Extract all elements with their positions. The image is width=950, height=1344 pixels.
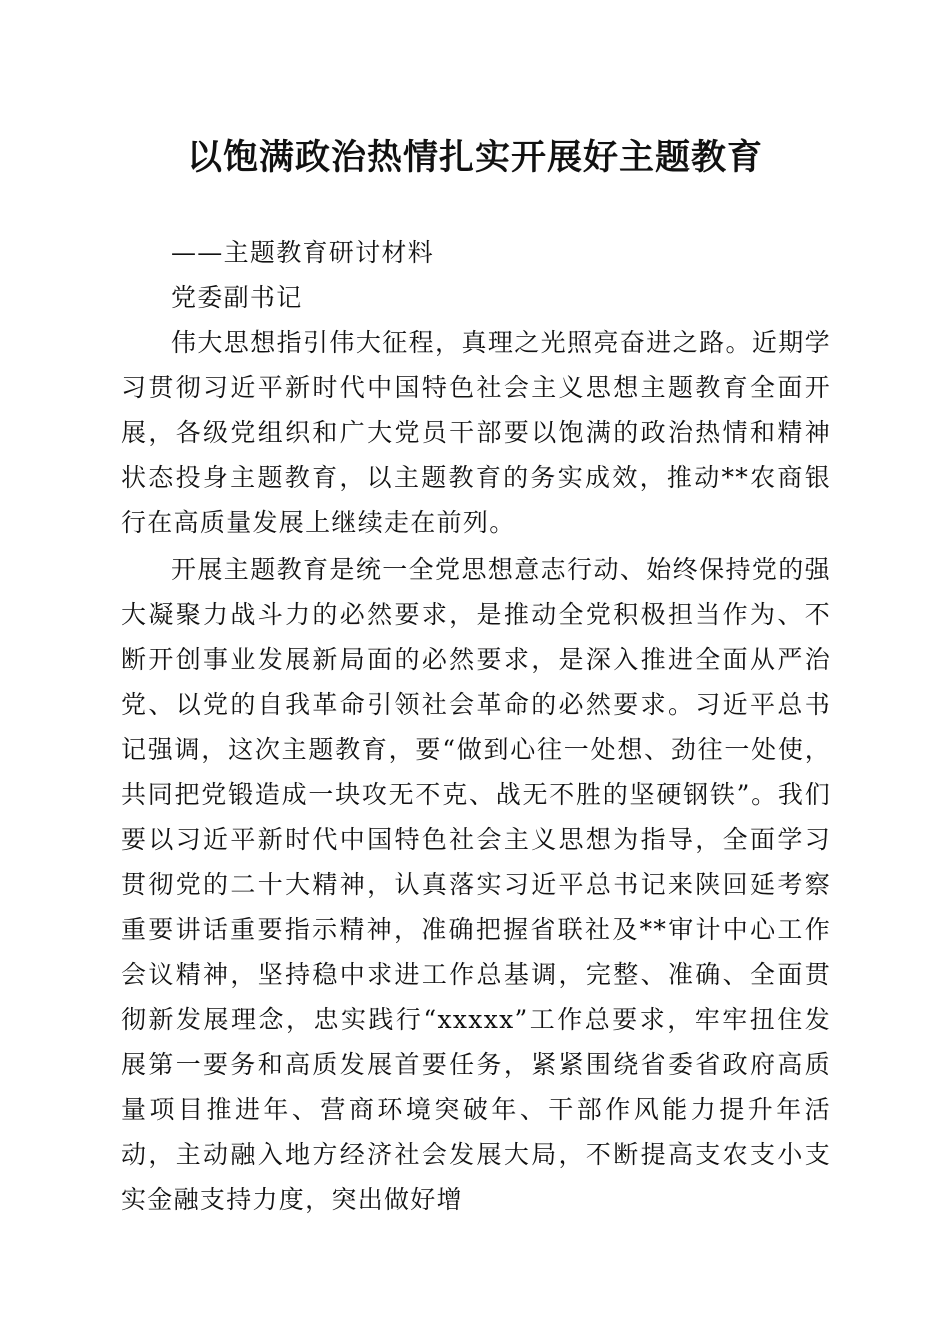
body-paragraph-2: 开展主题教育是统一全党思想意志行动、始终保持党的强大凝聚力战斗力的必然要求，是推动全党积极担当作为、不断开创事业发展新局面的必然要求，是深入推进全面从严治党、以党的自我革命引领社会革命的必然要求。习近平总书记强调，这次主题教育，要“做到心往一处想、劲往一处使，共同把党锻造成一块攻无不克、战无不胜的坚硬钢铁”。我们要以习近平新时代中国特色社会主义思想为指导，全面学习贯彻党的二十大精神，认真落实习近平总书记来陕回延考察重要讲话重要指示精神，准确把握省联社及**审计中心工作会议精神，坚持稳中求进工作总基调，完整、准确、全面贯彻新发展理念，忠实践行“xxxxx”工作总要求，牢牢扭住发展第一要务和高质发展首要任务，紧紧围绕省委省政府高质量项目推进年、营商环境突破年、干部作风能力提升年活动，主动融入地方经济社会发展大局，不断提高支农支小支实金融支持力度，突出做好增 bbox=[121, 555, 831, 1214]
document-author: 党委副书记 bbox=[171, 283, 303, 312]
document-subtitle: ——主题教育研讨材料 bbox=[171, 238, 435, 267]
document-body bbox=[121, 230, 831, 1222]
body-paragraph-1: 伟大思想指引伟大征程，真理之光照亮奋进之路。近期学习贯彻习近平新时代中国特色社会主义思想主题教育全面开展，各级党组织和广大党员干部要以饱满的政治热情和精神状态投身主题教育，以主题教育的务实成效，推动**农商银行在高质量发展上继续走在前列。 bbox=[121, 328, 831, 537]
document-title: 以饱满政治热情扎实开展好主题教育 bbox=[186, 137, 763, 178]
